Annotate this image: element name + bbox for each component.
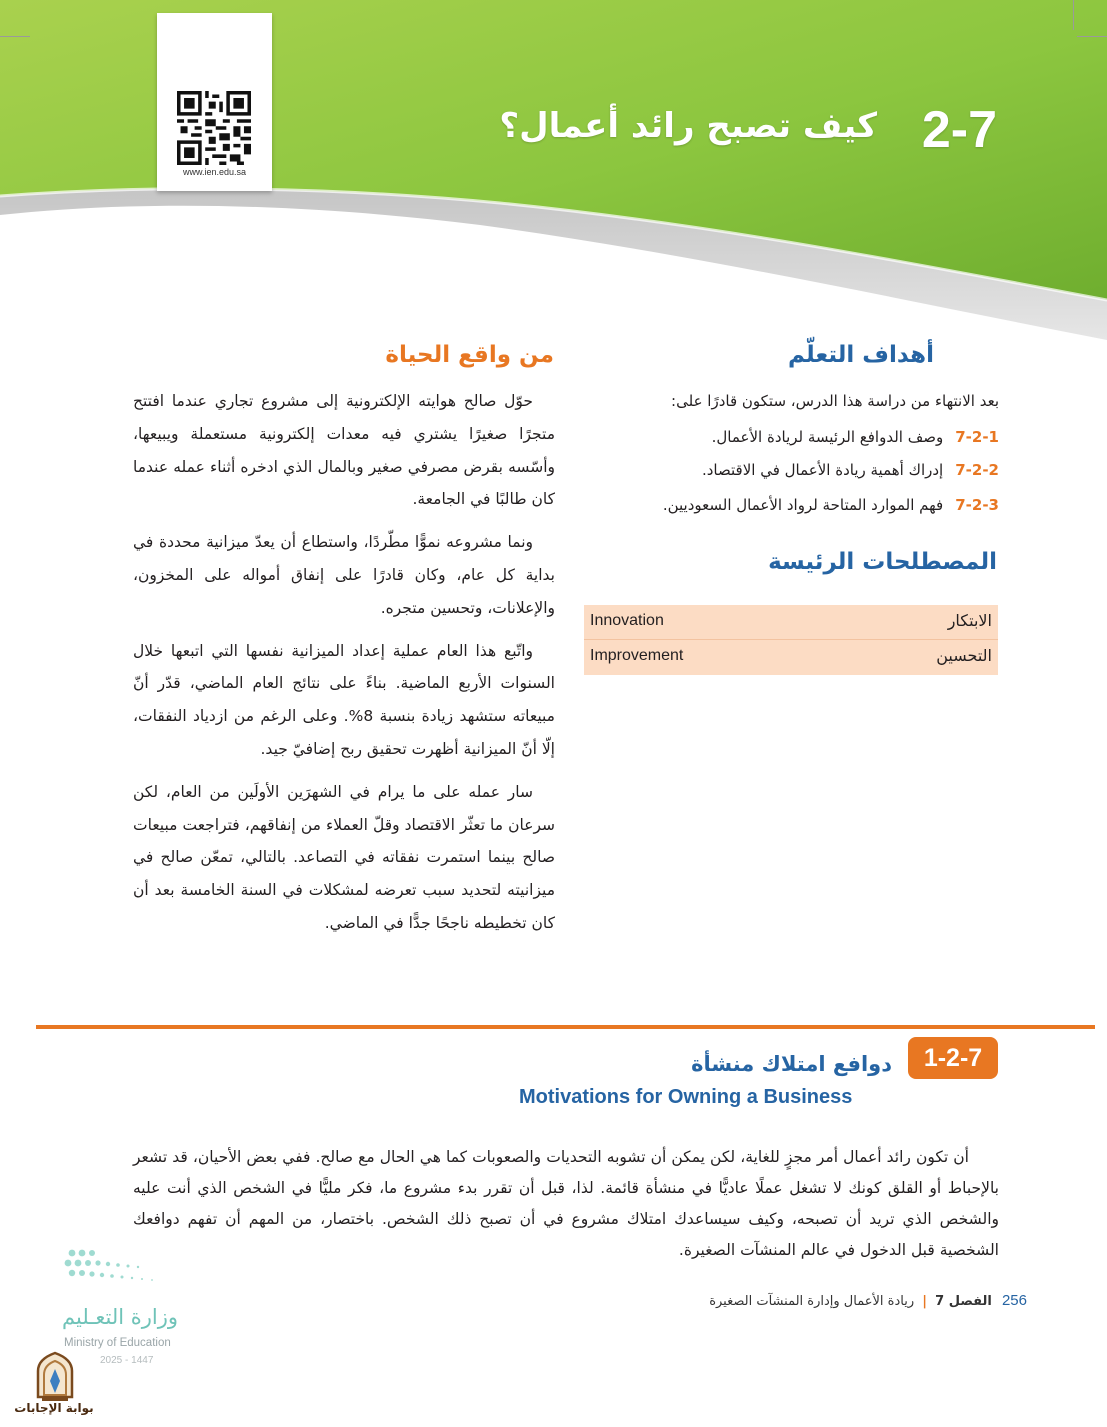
crop-mark bbox=[0, 36, 30, 37]
footer-separator: | bbox=[922, 1294, 927, 1309]
footer-chapter: الفصل 7 bbox=[935, 1294, 992, 1309]
term-english: Improvement bbox=[590, 647, 684, 664]
term-arabic: التحسين bbox=[936, 646, 992, 665]
story-paragraph: سار عمله على ما يرام في الشهرَين الأولَين من العام، لكن سرعان ما تعثّر الاقتصاد وقلّ العملاء من إنفاقهم، فتراجعت مبيعات صالح بينما استمرت نفقاته في التصاعد. بالتالي، تمعّن صالح في ميزانيته لتحديد سبب تعرضه لمشكلات في السنة الخامسة بعد أن كان تخطيطه ناجحًا جدًّا في الماضي. bbox=[133, 782, 555, 932]
ministry-name-english: Ministry of Education bbox=[64, 1337, 171, 1349]
term-row bbox=[584, 640, 998, 674]
objective-text: إدراك أهمية ريادة الأعمال في الاقتصاد. bbox=[701, 461, 944, 479]
ministry-year: 2025 - 1447 bbox=[100, 1355, 154, 1366]
objective-item bbox=[702, 461, 999, 479]
objective-text: وصف الدوافع الرئيسة لريادة الأعمال. bbox=[711, 428, 944, 446]
ministry-name-arabic: وزارة التعـليم bbox=[62, 1305, 179, 1329]
footer-book-title: ريادة الأعمال وإدارة المنشآت الصغيرة bbox=[709, 1294, 915, 1309]
story-paragraph: ونما مشروعه نموًّا مطّردًا، واستطاع أن يعدّ ميزانية محددة في بداية كل عام، وكان قادرًا على إنفاق أمواله على المخزون، والإعلانات، وتحسين متجره. bbox=[133, 533, 555, 617]
term-english: Innovation bbox=[590, 612, 664, 629]
crop-mark bbox=[1073, 0, 1074, 30]
objective-number: 7-2-2 bbox=[955, 461, 999, 479]
story-heading: من واقع الحياة bbox=[385, 342, 554, 368]
objectives-intro: بعد الانتهاء من دراسة هذا الدرس، ستكون قادرًا على: bbox=[671, 392, 999, 410]
qr-card[interactable] bbox=[157, 13, 272, 191]
crop-mark bbox=[1077, 36, 1107, 37]
qr-url: www.ien.edu.sa bbox=[182, 167, 247, 177]
objectives-heading: أهداف التعلّم bbox=[787, 342, 934, 368]
term-arabic: الابتكار bbox=[947, 611, 992, 630]
section-paragraph: أن تكون رائد أعمال أمر مجزٍ للغاية، لكن يمكن أن تشوبه التحديات والصعوبات كما هي الحال مع صالح. ففي بعض الأحيان، قد تشعر بالإحباط أو القلق كونك لا تشغل عملًا عاديًّا في منشأة قائمة. لذا، قبل أن تقرر بدء مشروع ما، فكر مليًّا في الشخص الذي أنت عليه والشخص الذي تريد أن تصبحه، وكيف سيساعدك امتلاك مشروع في أن تصبح ذلك الشخص. باختصار، من المهم أن تفهم دوافعك الشخصية قبل الدخول في عالم المنشآت الصغيرة. bbox=[133, 1148, 999, 1259]
lesson-number: 2-7 bbox=[921, 101, 997, 159]
section-divider bbox=[36, 1025, 1095, 1029]
story-text bbox=[133, 385, 555, 950]
objective-number: 7-2-3 bbox=[955, 496, 999, 514]
objective-number: 7-2-1 bbox=[955, 428, 999, 446]
story-paragraph: واتّبع هذا العام عملية إعداد الميزانية نفسها التي اتبعها خلال السنوات الأربع الماضية. بناءً على نتائج العام الماضي، قدّر أنّ مبيعاته ستشهد زيادة بنسبة 8%. وعلى الرغم من ازدياد النفقات، إلّا أنّ الميزانية أظهرت تحقيق ربح إضافيّ جيد. bbox=[133, 641, 555, 758]
story-paragraph: حوّل صالح هوايته الإلكترونية إلى مشروع تجاري عندما افتتح متجرًا صغيرًا يشتري فيه معدات إلكترونية مستعملة ويبيعها، وأسّسه بقرض مصرفي صغير وبالمال الذي ادخره أثناء عمله عندما كان طالبًا في الجامعة. bbox=[133, 392, 555, 509]
section-body bbox=[133, 1142, 999, 1266]
section-title-english: Motivations for Owning a Business bbox=[519, 1086, 853, 1108]
answers-portal-watermark: بوابة الإجابات bbox=[14, 1401, 94, 1415]
terms-table bbox=[584, 605, 998, 675]
objective-item bbox=[712, 428, 999, 446]
page-number: 256 bbox=[1001, 1292, 1027, 1309]
term-row bbox=[584, 605, 998, 640]
section-title-arabic: دوافع امتلاك منشأة bbox=[691, 1052, 892, 1076]
objective-item bbox=[663, 496, 999, 514]
lesson-title: كيف تصبح رائد أعمال؟ bbox=[499, 106, 877, 146]
terms-heading: المصطلحات الرئيسة bbox=[768, 549, 997, 575]
page-footer bbox=[709, 1292, 1027, 1309]
qr-code-icon[interactable] bbox=[177, 91, 251, 165]
section-number-badge: 1-2-7 bbox=[908, 1037, 998, 1079]
objective-text: فهم الموارد المتاحة لرواد الأعمال السعوديين. bbox=[662, 496, 944, 514]
